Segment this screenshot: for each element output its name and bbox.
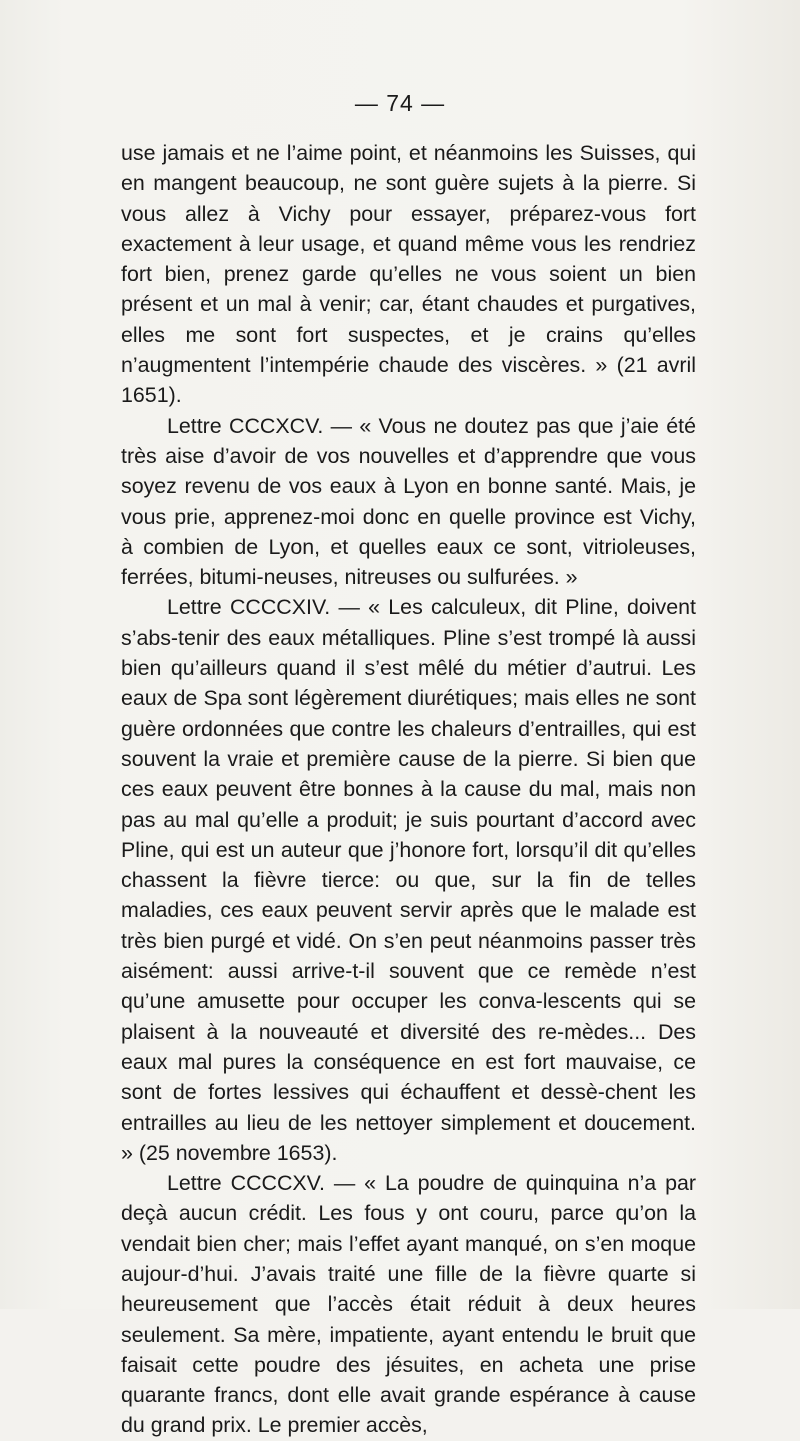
paragraph: Lettre CCCXCV. — « Vous ne doutez pas que j’aie été très aise d’avoir de vos nouvelles et d’apprendre que vous soyez revenu de vos eaux à Lyon en bonne santé. Mais, je vous prie, apprenez-moi donc en quelle province est Vichy, à combien de Lyon, et quelles eaux ce sont, vitrioleuses, ferrées, bitumi-neuses, nitreuses ou sulfurées. » — [121, 413, 696, 590]
body-text — [121, 138, 696, 1441]
paragraph: Lettre CCCCXV. — « La poudre de quinquina n’a par deçà aucun crédit. Les fous y ont couru, parce qu’on la vendait bien cher; mais l’effet ayant manqué, on s’en moque aujour-d’hui. J’avais traité une fille de la fièvre quarte si heureusement que l’accès était réduit à deux heures seulement. Sa mère, impatiente, ayant entendu le bruit que faisait cette poudre des jésuites, en acheta une prise quarante francs, dont elle avait grande espérance à cause du grand prix. Le premier accès, — [121, 1171, 696, 1438]
page-number: — 74 — — [354, 90, 446, 116]
paragraph: Lettre CCCCXIV. — « Les calculeux, dit Pline, doivent s’abs-tenir des eaux métalliques. Pline s’est trompé là aussi bien qu’ailleurs quand il s’est mêlé du métier d’autrui. Les eaux de Spa sont légèrement diurétiques; mais elles ne sont guère ordonnées que contre les chaleurs d’entrailles, qui est souvent la vraie et première cause de la pierre. Si bien que ces eaux peuvent être bonnes à la cause du mal, mais non pas au mal qu’elle a produit; je suis pourtant d’accord avec Pline, qui est un auteur que j’honore fort, lorsqu’il dit qu’elles chassent la fièvre tierce: ou que, sur la fin de telles maladies, ces eaux peuvent servir après que le malade est très bien purgé et vidé. On s’en peut néanmoins passer très aisément: aussi arrive-t-il souvent que ce remède n’est qu’une amusette pour occuper les conva-lescents qui se plaisent à la nouveauté et diversité des re-mèdes... Des eaux mal pures la conséquence en est fort mauvaise, ce sont de fortes lessives qui échauffent et dessè-chent les entrailles au lieu de les nettoyer simplement et doucement. » (25 novembre 1653). — [121, 595, 696, 1165]
paragraph: use jamais et ne l’aime point, et néanmoins les Suisses, qui en mangent beaucoup, ne sont guère sujets à la pierre. Si vous allez à Vichy pour essayer, préparez-vous fort exactement à leur usage, et quand même vous les rendriez fort bien, prenez garde qu’elles ne vous soient un bien présent et un mal à venir; car, étant chaudes et purgatives, elles me sont fort suspectes, et je crains qu’elles n’augmentent l’intempérie chaude des viscères. » (21 avril 1651). — [121, 141, 696, 408]
